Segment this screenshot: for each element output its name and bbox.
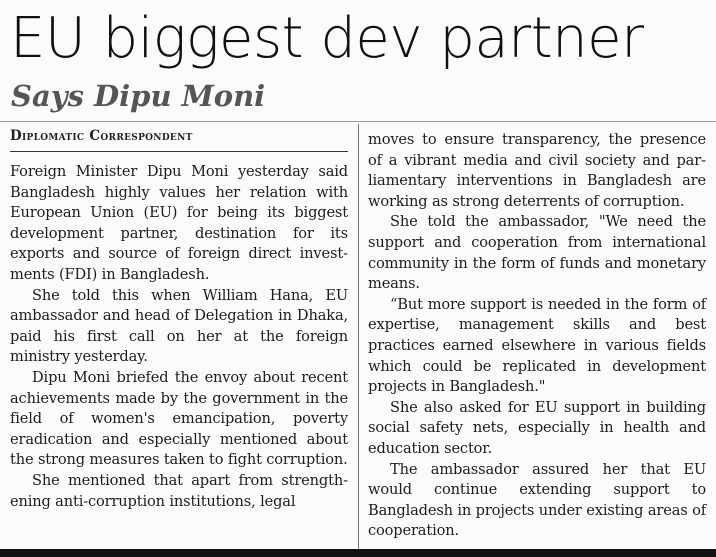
paragraph: She mentioned that apart from strengthening anti-corruption institutions, legal xyxy=(10,471,348,510)
headline: EU biggest dev partner xyxy=(10,6,644,71)
bottom-rule xyxy=(0,549,716,557)
top-rule xyxy=(0,121,716,122)
column-divider xyxy=(358,124,359,550)
paragraph: She also asked for EU support in building social safety nets, especially in health and education sector. xyxy=(368,398,706,457)
paragraph: moves to ensure transparency, the presence of a vibrant media and civil society and parliamentary interventions in Bangladesh are working as strong deterrents of corruption. xyxy=(368,131,706,210)
paragraph: The ambassador assured her that EU would continue extending support to Bangladesh in projects under existing areas of cooperation. xyxy=(368,460,706,540)
left-column xyxy=(10,162,348,512)
paragraph: She told the ambassador, "We need the support and cooperation from international community in the form of funds and monetary means. xyxy=(368,213,706,293)
byline-rule xyxy=(10,151,348,152)
byline: Diplomatic Correspondent xyxy=(10,128,193,144)
paragraph: She told this when William Hana, EU ambassador and head of Delegation in Dhaka, paid his first call on her at the foreign ministry yesterday. xyxy=(10,286,348,366)
paragraph: Dipu Moni briefed the envoy about recent achievements made by the government in the field of women's emancipation, poverty eradication and especially mentioned about the strong measures taken to fight corruption. xyxy=(10,368,348,469)
paragraph: Foreign Minister Dipu Moni yesterday said Bangladesh highly values her relation with European Union (EU) for being its biggest development partner, destination for its exports and source of foreign direct investments (FDI) in Bangladesh. xyxy=(10,163,348,283)
paragraph: “But more support is needed in the form of expertise, management skills and best practices earned elsewhere in various fields which could be replicated in development projects in Bangladesh." xyxy=(368,295,706,396)
subheadline: Says Dipu Moni xyxy=(11,79,266,113)
right-column xyxy=(368,130,706,542)
